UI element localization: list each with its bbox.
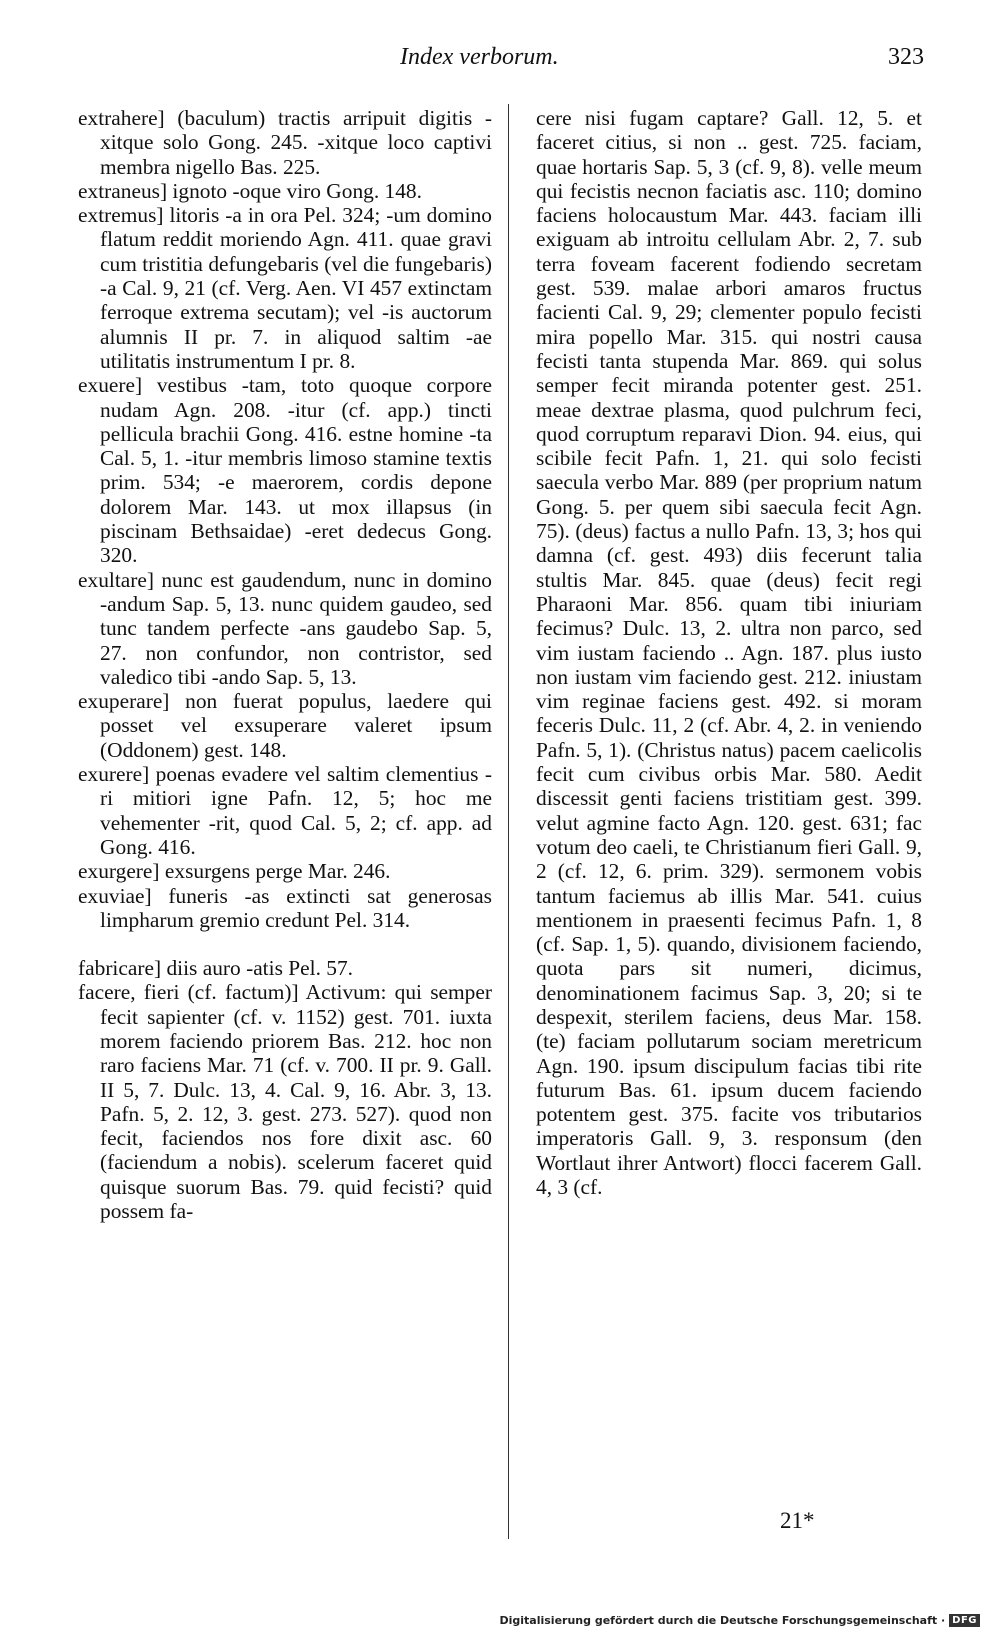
index-entry-exuperare: exuperare] non fuerat populus, laedere qui posset vel exsuperare valeret ipsum (Oddonem) gest. 148. [78,689,492,762]
index-entry-exuere: exuere] vestibus -tam, toto quoque corpore nudam Agn. 208. -itur (cf. app.) tincti pellicula brachii Gong. 416. estne homine -ta Cal. 5, 1. -itur membris limoso stamine textis prim. 534; -e maerorem, cordis depone dolorem Mar. 143. ut mox illapsus (in piscinam Bethsaidae) -eret dedecus Gong. 320. [78,373,492,568]
left-column [78,106,492,1223]
index-entry-exurere: exurere] poenas evadere vel saltim clementius -ri mitiori igne Pafn. 12, 5; hoc me vehementer -rit, quod Cal. 5, 2; cf. app. ad Gong. 416. [78,762,492,859]
index-entry-extraneus: extraneus] ignoto -oque viro Gong. 148. [78,178,422,203]
index-entry-fabricare: fabricare] diis auro -atis Pel. 57. [78,956,354,981]
index-entry-facere-continued: cere nisi fugam captare? Gall. 12, 5. et faceret citius, si non .. gest. 725. faciam, quae hortaris Sap. 5, 3 (cf. 9, 8). velle meum qui fecistis necnon faciatis asc. 110; domino faciens holocaustum Mar. 443. faciam illi exiguam ab introitu cellulam Abr. 2, 7. sub terra foveam facerent fodiendo secretam gest. 539. malae arbori amaros fructus facienti Cal. 9, 29; clementer populo fecisti mira popello Mar. 315. qui nostri causa fecisti tanta stupenda Mar. 869. qui solus semper fecit miranda potenter gest. 251. meae dextrae plasma, quod pulchrum feci, quod corruptum reparavi Dion. 94. eius, qui scibile fecit Pafn. 1, 21. qui solo fecisti saecula verbo Mar. 889 (per proprium natum Gong. 5. per quem sibi saecula fecit Agn. 75). (deus) factus a nullo Pafn. 13, 3; hos qui damna (cf. gest. 493) diis fecerunt talia stultis Mar. 845. quae (deus) fecit regi Pharaoni Mar. 856. quam tibi iniuriam fecimus? Dulc. 13, 2. ultra non parco, sed vim iustam faciendo .. Agn. 187. plus iusto non iustam vim faciendo gest. 212. iniustam vim reginae faciens gest. 492. si moram feceris Dulc. 11, 2 (cf. Abr. 4, 2. in veniendo Pafn. 5, 1). (Christus natus) pacem caelicolis fecit cum civibus orbis Mar. 580. Aedit discessit genti faciens tristitiam gest. 399. velut agmine facto Agn. 120. gest. 631; fac votum deo caeli, te Christianum fieri Gall. 9, 2 (cf. 12, 6. prim. 329). sermonem vobis tantum faciemus ab illis Mar. 541. cuius mentionem in praesenti fecimus Pafn. 1, 8 (cf. Sap. 1, 5). quando, divisionem faciendo, quota pars sit numeri, dicimus, denominationem facimus Sap. 3, 20; si te despexit, sterilem faciens, deus Mar. 158. (te) faciam pollutarum sociam meretricum Agn. 190. ipsum discipulum facias tibi rite futurum Bas. 61. ipsum ducem faciendo potentem gest. 375. facite vos tributarios imperatoris Gall. 9, 3. responsum (den Wortlaut ihrer Antwort) flocci facerem Gall. 4, 3 (cf. [536,106,922,1200]
signature-mark: 21* [780,1508,815,1533]
right-column [536,106,922,1199]
page-number: 323 [888,44,924,70]
index-entry-exurgere: exurgere] exsurgens perge Mar. 246. [78,859,391,884]
dfg-logo-icon: DFG [949,1614,980,1627]
index-entry-facere: facere, fieri (cf. factum)] Activum: qui semper fecit sapienter (cf. v. 1152) gest. 701. iuxta morem faciendo priorem Bas. 212. hoc non raro faciens Mar. 71 (cf. v. 700. II pr. 9. Gall. II 5, 7. Dulc. 13, 4. Cal. 9, 16. Abr. 3, 13. Pafn. 5, 2. 12, 3. gest. 273. 527). quod non fecit, faciendos nos fore dixit asc. 60 (faciendum a nobis). scelerum faceret quid quisque suorum Bas. 79. quid fecisti? quid possem fa- [78,980,492,1224]
column-divider [508,104,509,1539]
page-header-title: Index verborum. [400,44,559,70]
digitization-footer [499,1614,980,1627]
footer-text: Digitalisierung gefördert durch die Deutsche Forschungsgemeinschaft · [499,1614,946,1627]
index-entry-extremus: extremus] litoris -a in ora Pel. 324; -um domino flatum reddit moriendo Agn. 411. quae gravi cum tristitia defungebaris (vel die fungebaris) -a Cal. 9, 21 (cf. Verg. Aen. VI 457 extinctam ferroque extrema secutam); vel -is auctorum alumnis II pr. 7. in aliquod saltim -ae utilitatis instrumentum I pr. 8. [78,203,492,373]
index-entry-exuviae: exuviae] funeris -as extincti sat generosas limpharum gremio credunt Pel. 314. [78,883,492,932]
index-entry-exultare: exultare] nunc est gaudendum, nunc in domino -andum Sap. 5, 13. nunc quidem gaudeo, sed tunc tandem perfecte -ans gaudebo Sap. 5, 27. non confundor, non contristor, sed valedico tibi -ando Sap. 5, 13. [78,567,492,689]
index-entry-extrahere: extrahere] (baculum) tractis arripuit digitis -xitque solo Gong. 245. -xitque loco captivi membra nigello Bas. 225. [78,106,492,179]
